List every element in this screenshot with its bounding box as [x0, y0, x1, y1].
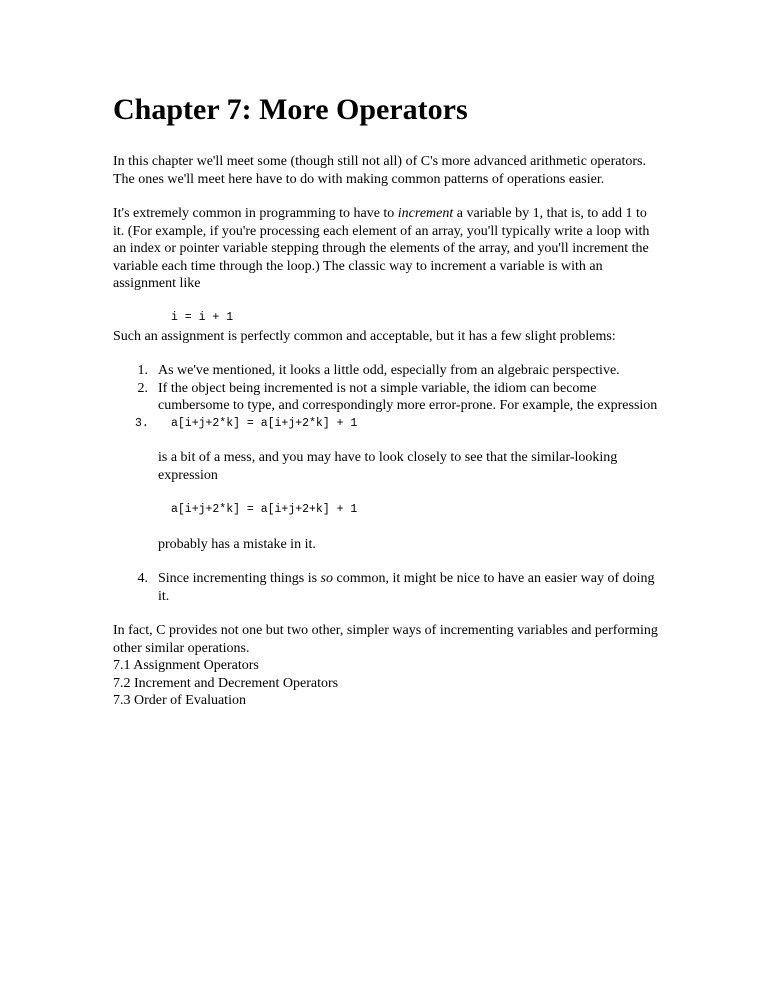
increment-paragraph-text: It's extremely common in programming to have to [113, 206, 398, 221]
list-item [113, 415, 658, 554]
alternatives-paragraph: In fact, C provides not one but two other, simpler ways of incrementing variables and performing other similar operations. [113, 623, 658, 656]
list-item-number: 2. [137, 380, 148, 396]
code-example-increment: i = i + 1 [171, 310, 234, 324]
intro-paragraph: In this chapter we'll meet some (though still not all) of C's more advanced arithmetic operators. The ones we'll meet here have to do with making common patterns of operations easier. [113, 154, 647, 187]
list-item-text-part: common, it might be nice to have an easier way of doing it. [158, 571, 655, 604]
problems-paragraph: Such an assignment is perfectly common and acceptable, but it has a few slight problems: [113, 328, 616, 344]
list-item [113, 570, 658, 605]
document-page [113, 92, 658, 710]
list-item-text-part: Since incrementing things is [158, 571, 321, 586]
toc-link-order-of-evaluation[interactable]: 7.3 Order of Evaluation [113, 693, 246, 708]
list-item-number: 1. [137, 363, 148, 378]
toc-link-increment-decrement-operators[interactable]: 7.2 Increment and Decrement Operators [113, 675, 339, 691]
list-item [113, 380, 658, 415]
list-item-text: As we've mentioned, it looks a little odd, especially from an algebraic perspective. [158, 363, 620, 378]
list-item-text: is a bit of a mess, and you may have to look closely to see that the similar-looking expression [158, 450, 618, 483]
increment-emphasis: increment [397, 206, 454, 221]
section-links [113, 657, 658, 710]
code-example-array-mistake: a[i+j+2*k] = a[i+j+2+k] + 1 [171, 503, 358, 516]
list-item-number: 4. [137, 571, 148, 586]
problems-list [113, 362, 658, 605]
increment-paragraph-text-2: a variable by 1, that is, to add 1 to it. (For example, if you're processing each element of an array, you'll typically write a loop with an index or pointer variable stepping through the elements of the array, and you'll increment the variable each time through the loop.) The classic way to increment a variable is with an assignment like [113, 206, 650, 291]
toc-link-assignment-operators[interactable]: 7.1 Assignment Operators [113, 658, 259, 673]
increment-paragraph [113, 205, 658, 293]
list-item-text: probably has a mistake in it. [158, 536, 316, 552]
code-example-array: a[i+j+2*k] = a[i+j+2*k] + 1 [171, 416, 358, 430]
list-item-text [158, 571, 655, 604]
list-item-number: 3. [135, 416, 149, 430]
list-item [113, 362, 658, 380]
page-title: Chapter 7: More Operators [113, 93, 468, 126]
list-item-text: If the object being incremented is not a simple variable, the idiom can become cumbersome to type, and correspondingly more error-prone. For example, the expression [158, 380, 658, 413]
so-emphasis: so [320, 571, 333, 586]
